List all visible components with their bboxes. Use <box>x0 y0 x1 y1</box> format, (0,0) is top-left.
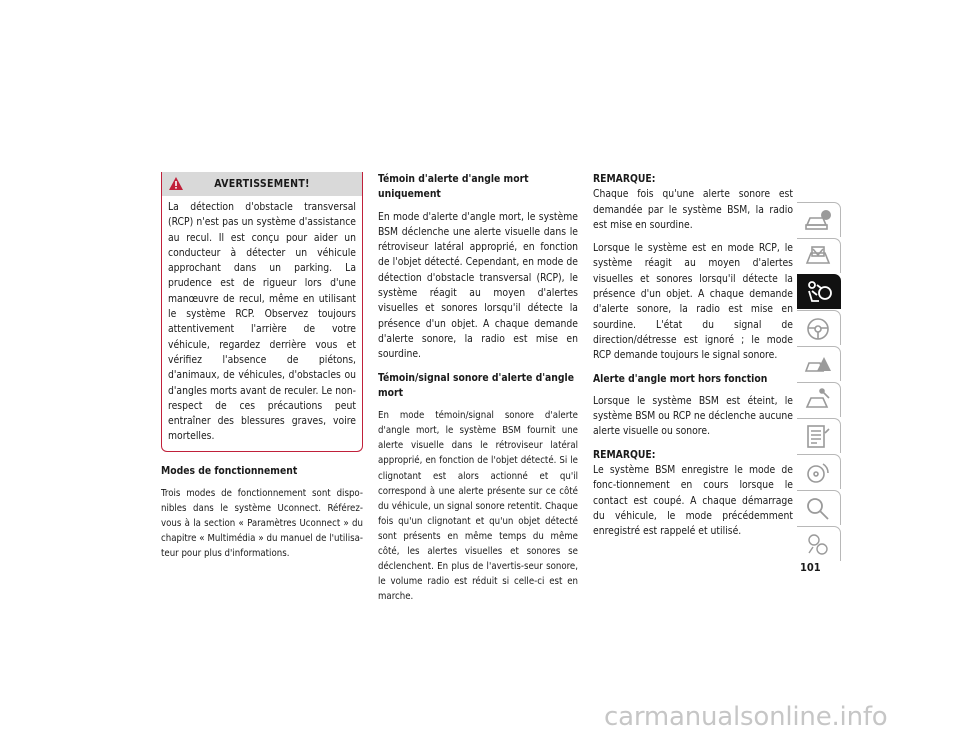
warning-box <box>161 172 363 452</box>
tab-driving[interactable] <box>797 310 841 345</box>
paragraph-blind-spot-off: Lorsque le système BSM est éteint, le système BSM ou RCP ne déclenche aucune alerte visuelle ou sonore. <box>593 394 793 438</box>
tab-safety[interactable] <box>797 274 841 309</box>
tab-emergency[interactable] <box>797 346 841 381</box>
tab-dashboard[interactable] <box>797 238 841 273</box>
dashboard-message-icon <box>803 243 833 270</box>
car-hazard-icon <box>803 351 833 378</box>
index-search-icon <box>803 495 833 522</box>
column-right <box>593 172 793 548</box>
warning-body <box>162 196 362 451</box>
section-heading-blind-spot-off: Alerte d'angle mort hors fonction <box>593 372 768 385</box>
remark-label: REMARQUE: <box>593 173 656 185</box>
specifications-list-icon <box>803 423 833 450</box>
car-service-icon <box>803 387 833 414</box>
tab-multimedia[interactable] <box>797 454 841 489</box>
page-number: 101 <box>800 561 821 574</box>
steering-wheel-icon <box>803 315 833 342</box>
column-left <box>161 172 363 570</box>
remark-text: Chaque fois qu'une alerte sonore est demandée par le système BSM, la radio est mise en sourdine. <box>593 188 793 231</box>
column-middle <box>378 172 578 612</box>
tab-service[interactable] <box>797 382 841 417</box>
paragraph-rcp-mode: Lorsque le système est en mode RCP, le système réagit au moyen d'alertes visuelles et sonores lorsqu'il détecte la présence d'un objet. A chaque demande d'alerte sonore, la radio est mise en sourdine. L'état du signal de direction/détresse est ignoré ; le mode RCP demande toujours le signal sonore. <box>593 242 793 362</box>
tab-languages[interactable] <box>797 526 841 561</box>
section-heading-blind-spot-chime: Témoin/signal sonore d'alerte d'angle mort <box>378 371 574 399</box>
paragraph-blind-spot-chime: En mode témoin/signal sonore d'alerte d'angle mort, le système BSM fournit une alerte visuelle dans le rétroviseur latéral approprié, en fonction de l'objet détecté. Si le clignotant est alors actionné et qu'il correspond à une alerte présente sur ce côté du véhicule, un signal sonore retentit. Chaque fois qu'un clignotant et qu'un objet détecté sont présents en même temps du même côté, les alertes visuelles et sonores se déclenchent. En plus de l'avertis-seur sonore, le volume radio est réduit si celle-ci est en marche. <box>378 410 578 603</box>
tab-specifications[interactable] <box>797 418 841 453</box>
section-heading-blind-spot-light: Témoin d'alerte d'angle mort uniquement <box>378 173 529 201</box>
watermark: carmanualsonline.info <box>604 702 888 732</box>
warning-title: AVERTISSEMENT! <box>214 178 310 190</box>
multimedia-icon <box>803 459 833 486</box>
paragraph-modes: Trois modes de fonctionnement sont dispo-nibles dans le système Uconnect. Référez-vous à la section « Paramètres Uconnect » du chapitre « Multimédia » du manuel de l'utilisa-teur pour plus d'informations. <box>161 488 363 560</box>
remark-text: Le système BSM enregistre le mode de fonc-tionnement en cours lorsque le contact est coupé. A chaque démarrage du véhicule, le mode précédemment enregistré est rappelé et utilisé. <box>593 464 793 538</box>
paragraph-blind-spot-light: En mode d'alerte d'angle mort, le système BSM déclenche une alerte visuelle dans le rétroviseur latéral approprié, en fonction de l'objet détecté. Cependant, en mode de détection d'obstacle transversal (RCP), le système réagit au moyen d'alertes visuelles et sonores lorsqu'il détecte la présence d'un objet. A chaque demande d'alerte sonore, la radio est mise en sourdine. <box>378 210 578 361</box>
remark-label: REMARQUE: <box>593 448 656 461</box>
tab-car-info[interactable] <box>797 202 841 237</box>
tab-index[interactable] <box>797 490 841 525</box>
chapter-tabs <box>797 202 841 562</box>
section-heading-modes: Modes de fonctionnement <box>161 464 298 477</box>
warning-header <box>162 172 362 196</box>
car-info-icon <box>803 207 833 234</box>
languages-icon <box>803 531 833 558</box>
warning-text: La détection d'obstacle transversal (RCP) n'est pas un système d'assistance au recul. Il est conçu pour aider un conducteur à détecter un véhicule approchant dans un parking. La prudence est de rigueur lors d'une manœuvre de recul, même en utilisant le système RCP. Observez toujours attentivement l'arrière de votre véhicule, regardez derrière vous et vérifiez l'absence de piétons, d'animaux, de véhicules, d'obstacles ou d'angles morts avant de reculer. Le non-respect de ces précautions peut entraîner des blessures graves, voire mortelles. <box>168 201 356 443</box>
airbag-safety-icon <box>803 279 833 306</box>
